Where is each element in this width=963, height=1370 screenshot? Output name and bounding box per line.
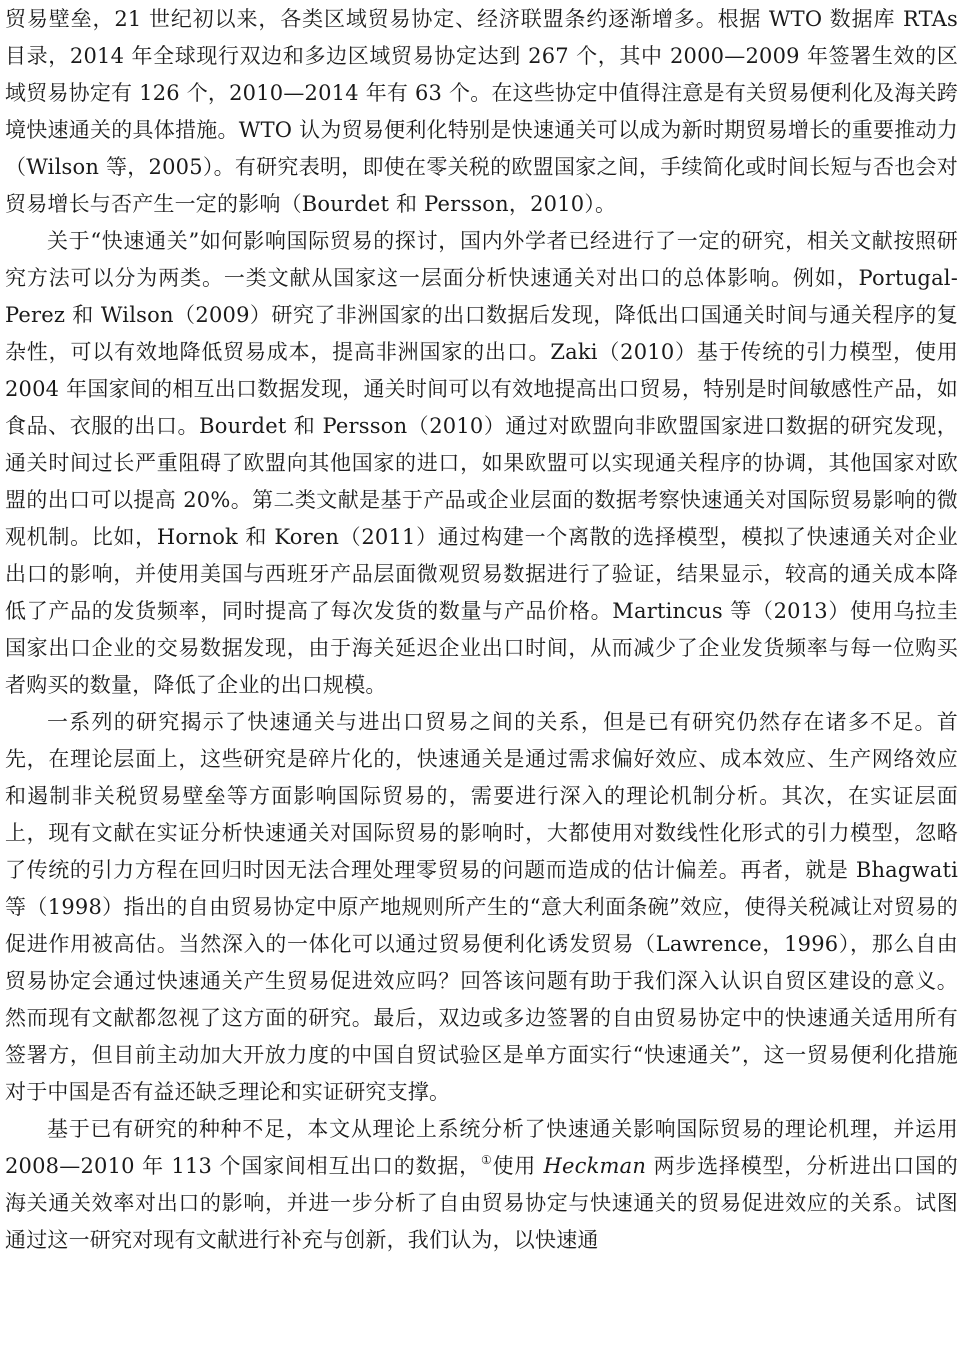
body-paragraph-1: 贸易壁垒，21 世纪初以来，各类区域贸易协定、经济联盟条约逐渐增多。根据 WTO 数据库 RTAs 目录，2014 年全球现行双边和多边区域贸易协定达到 267 个，其中 2000—2009 年签署生效的区域贸易协定有 126 个，2010—2014 年有 63 个。在这些协定中值得注意是有关贸易便利化及海关跨境快速通关的具体措施。WTO 认为贸易便利化特别是快速通关可以成为新时期贸易增长的重要推动力（Wilson 等，2005）。有研究表明，即使在零关税的欧盟国家之间，手续简化或时间长短与否也会对贸易增长与否产生一定的影响（Bourdet 和 Persson，2010）。 [5, 7, 958, 216]
body-paragraph-2: 关于“快速通关”如何影响国际贸易的探讨，国内外学者已经进行了一定的研究，相关文献按照研究方法可以分为两类。一类文献从国家这一层面分析快速通关对出口的总体影响。例如，Portugal-Perez 和 Wilson（2009）研究了非洲国家的出口数据后发现，降低出口国通关时间与通关程序的复杂性，可以有效地降低贸易成本，提高非洲国家的出口。Zaki（2010）基于传统的引力模型，使用 2004 年国家间的相互出口数据发现，通关时间可以有效地提高出口贸易，特别是时间敏感性产品，如食品、衣服的出口。Bourdet 和 Persson（2010）通过对欧盟向非欧盟国家进口数据的研究发现，通关时间过长严重阻碍了欧盟向其他国家的进口，如果欧盟可以实现通关程序的协调，其他国家对欧盟的出口可以提高 20%。第二类文献是基于产品或企业层面的数据考察快速通关对国际贸易影响的微观机制。比如，Hornok 和 Koren（2011）通过构建一个离散的选择模型，模拟了快速通关对企业出口的影响，并使用美国与西班牙产品层面微观贸易数据进行了验证，结果显示，较高的通关成本降低了产品的发货频率，同时提高了每次发货的数量与产品价格。Martincus 等（2013）使用乌拉圭国家出口企业的交易数据发现，由于海关延迟企业出口时间，从而减少了企业发货频率与每一位购买者购买的数量，降低了企业的出口规模。 [5, 229, 958, 697]
document-page [5, 0, 958, 1370]
body-paragraph-3: 一系列的研究揭示了快速通关与进出口贸易之间的关系，但是已有研究仍然存在诸多不足。首先，在理论层面上，这些研究是碎片化的，快速通关是通过需求偏好效应、成本效应、生产网络效应和遏制非关税贸易壁垒等方面影响国际贸易的，需要进行深入的理论机制分析。其次，在实证层面上，现有文献在实证分析快速通关对国际贸易的影响时，大都使用对数线性化形式的引力模型，忽略了传统的引力方程在回归时因无法合理处理零贸易的问题而造成的估计偏差。再者，就是 Bhagwati 等（1998）指出的自由贸易协定中原产地规则所产生的“意大利面条碗”效应，使得关税减让对贸易的促进作用被高估。当然深入的一体化可以通过贸易便利化诱发贸易（Lawrence，1996），那么自由贸易协定会通过快速通关产生贸易促进效应吗？回答该问题有助于我们深入认识自贸区建设的意义。然而现有文献都忽视了这方面的研究。最后，双边或多边签署的自由贸易协定中的快速通关适用所有签署方，但目前主动加大开放力度的中国自贸试验区是单方面实行“快速通关”，这一贸易便利化措施对于中国是否有益还缺乏理论和实证研究支撑。 [5, 710, 958, 1104]
footnote-marker[interactable]: ① [480, 1153, 493, 1167]
paragraph-4-text-c: 两步选择模型，分析进出口国的海关通关效率对出口的影响，并进一步分析了自由贸易协定与快速通关的贸易促进效应的关系。试图通过这一研究对现有文献进行补充与创新，我们认为，以快速通 [5, 1154, 958, 1252]
paragraph-4-text-a: 基于已有研究的种种不足，本文从理论上系统分析了快速通关影响国际贸易的理论机理，并运用 2008—2010 年 113 个国家间相互出口的数据， [5, 1117, 958, 1178]
paragraph-4-text-b: 使用 [492, 1154, 544, 1178]
body-paragraph-4 [5, 1111, 958, 1259]
paragraph-4-model-name: Heckman [543, 1154, 647, 1178]
